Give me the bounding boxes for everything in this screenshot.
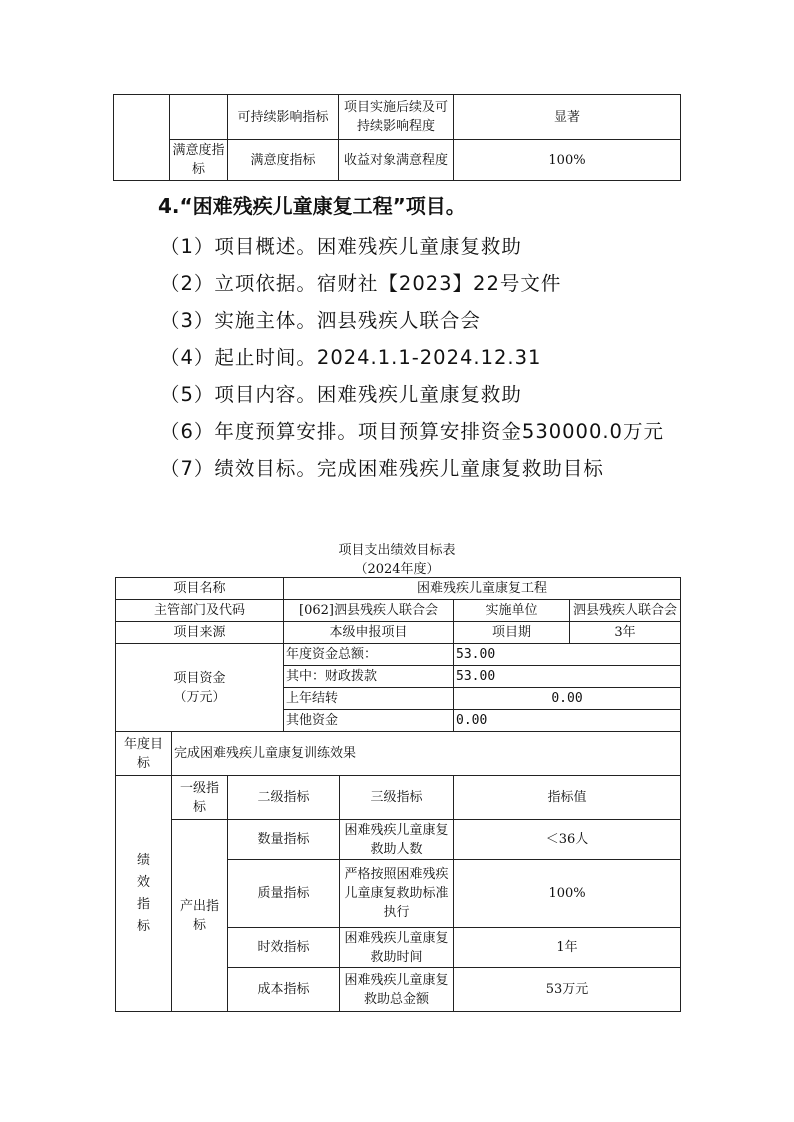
perf-label: 绩效指标 (116, 776, 172, 1012)
empty-cell (114, 95, 170, 181)
value-cell: 100% (454, 860, 681, 928)
impl-unit-label: 实施单位 (454, 600, 570, 622)
header-level1: 一级指标 (172, 776, 228, 820)
level2-cell: 可持续影响指标 (228, 95, 339, 140)
funds-item-value: 53.00 (454, 644, 681, 666)
level2-cell: 满意度指标 (228, 140, 339, 181)
funds-item-value: 0.00 (454, 710, 681, 732)
paragraph-item: （2）立项依据。宿财社【2023】22号文件 (160, 272, 562, 295)
paragraph-item: （1）项目概述。困难残疾儿童康复救助 (160, 235, 522, 258)
paragraph-item: （6）年度预算安排。项目预算安排资金530000.0万元 (160, 420, 664, 443)
level2-cell: 质量指标 (228, 860, 340, 928)
funds-item-label: 其他资金 (284, 710, 454, 732)
dept-label: 主管部门及代码 (116, 600, 284, 622)
level1-cell: 满意度指标 (170, 140, 228, 181)
table-row (114, 140, 681, 181)
value-cell: 100% (454, 140, 681, 181)
funds-item-label: 其中：财政拨款 (284, 666, 454, 688)
level2-cell: 时效指标 (228, 928, 340, 968)
table-row (116, 732, 681, 776)
funds-unit: （万元） (173, 689, 226, 705)
funds-label-cell (116, 644, 284, 732)
table-row (116, 776, 681, 820)
paragraph-item: （4）起止时间。2024.1.1-2024.12.31 (160, 346, 542, 369)
funds-item-value: 0.00 (454, 688, 681, 710)
table-row (116, 644, 681, 666)
performance-target-table (115, 577, 681, 1012)
source-value: 本级申报项目 (284, 622, 454, 644)
table-row (116, 820, 681, 860)
impl-unit-value: 泗县残疾人联合会 (570, 600, 681, 622)
table-row (116, 578, 681, 600)
level3-cell: 困难残疾儿童康复救助人数 (340, 820, 454, 860)
header-level3: 三级指标 (340, 776, 454, 820)
top-indicator-table (113, 94, 681, 181)
value-cell: ＜36人 (454, 820, 681, 860)
goal-value: 完成困难残疾儿童康复训练效果 (172, 732, 681, 776)
table-title: 项目支出绩效目标表 (338, 543, 456, 558)
table-row (116, 600, 681, 622)
section-heading: 4.“困难残疾儿童康复工程”项目。 (158, 194, 466, 218)
paragraph-item: （3）实施主体。泗县残疾人联合会 (160, 309, 481, 332)
paragraph-item: （7）绩效目标。完成困难残疾儿童康复救助目标 (160, 457, 604, 480)
goal-label: 年度目标 (116, 732, 172, 776)
level3-cell: 困难残疾儿童康复救助时间 (340, 928, 454, 968)
header-level2: 二级指标 (228, 776, 340, 820)
funds-item-value: 53.00 (454, 666, 681, 688)
value-cell: 1年 (454, 928, 681, 968)
project-name: 困难残疾儿童康复工程 (284, 578, 681, 600)
paragraph-item: （5）项目内容。困难残疾儿童康复救助 (160, 383, 522, 406)
header-value: 指标值 (454, 776, 681, 820)
level3-cell: 严格按照困难残疾儿童康复救助标准执行 (340, 860, 454, 928)
level2-cell: 成本指标 (228, 968, 340, 1012)
level2-cell: 数量指标 (228, 820, 340, 860)
level3-cell: 收益对象满意程度 (339, 140, 454, 181)
funds-item-label: 年度资金总额： (284, 644, 454, 666)
table-row (116, 622, 681, 644)
funds-item-label: 上年结转 (284, 688, 454, 710)
period-value: 3年 (570, 622, 681, 644)
value-cell: 显著 (454, 95, 681, 140)
level3-cell: 困难残疾儿童康复救助总金额 (340, 968, 454, 1012)
table-year: （2024年度） (354, 562, 440, 577)
table-row (114, 95, 681, 140)
source-label: 项目来源 (116, 622, 284, 644)
funds-label: 项目资金 (173, 670, 226, 686)
dept-value: [062]泗县残疾人联合会 (284, 600, 454, 622)
value-cell: 53万元 (454, 968, 681, 1012)
project-name-label: 项目名称 (116, 578, 284, 600)
empty-cell (170, 95, 228, 140)
period-label: 项目期 (454, 622, 570, 644)
output-label: 产出指标 (172, 820, 228, 1012)
level3-cell: 项目实施后续及可持续影响程度 (339, 95, 454, 140)
